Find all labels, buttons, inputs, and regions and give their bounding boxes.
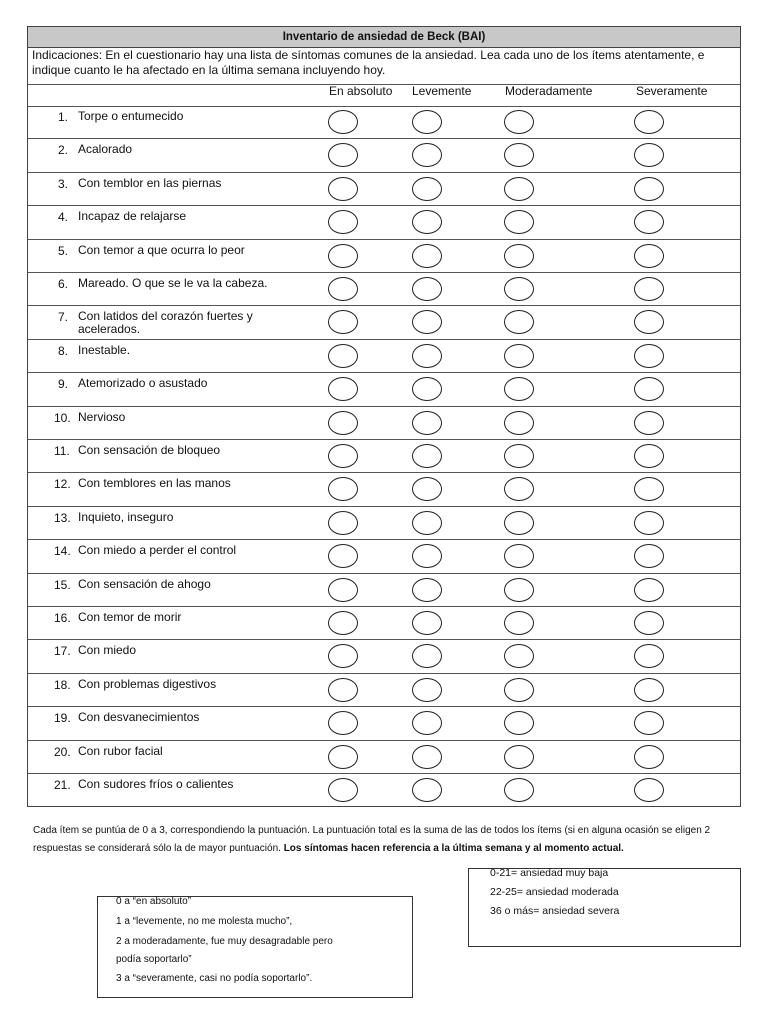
item-text: Con miedo a perder el control <box>78 543 237 558</box>
answer-bubble-moderadamente[interactable] <box>504 611 534 635</box>
answer-bubble-levemente[interactable] <box>412 210 442 234</box>
answer-bubble-moderadamente[interactable] <box>504 711 534 735</box>
answer-bubble-moderadamente[interactable] <box>504 477 534 501</box>
question-row <box>28 340 740 373</box>
answer-bubble-severamente[interactable] <box>634 210 664 234</box>
answer-bubble-levemente[interactable] <box>412 110 442 134</box>
answer-bubble-severamente[interactable] <box>634 277 664 301</box>
answer-bubble-levemente[interactable] <box>412 745 442 769</box>
answer-bubble-moderadamente[interactable] <box>504 244 534 268</box>
answer-bubble-levemente[interactable] <box>412 143 442 167</box>
range-low: 0-21= ansiedad muy baja <box>490 867 609 879</box>
scoring-line-2: 2 a moderadamente, fue muy desagradable pero <box>116 936 333 947</box>
item-text: Con temblores en las manos <box>78 476 231 491</box>
item-number: 11. <box>54 444 70 458</box>
answer-bubble-en-absoluto[interactable] <box>328 377 358 401</box>
question-row <box>28 741 740 774</box>
answer-bubble-levemente[interactable] <box>412 377 442 401</box>
question-row <box>28 507 740 540</box>
answer-bubble-en-absoluto[interactable] <box>328 644 358 668</box>
answer-bubble-severamente[interactable] <box>634 244 664 268</box>
answer-bubble-levemente[interactable] <box>412 778 442 802</box>
item-text: Con temor a que ocurra lo peor <box>78 242 245 257</box>
column-header-moderadamente: Moderadamente <box>505 84 593 98</box>
answer-bubble-severamente[interactable] <box>634 778 664 802</box>
question-row <box>28 373 740 406</box>
item-list <box>28 106 740 807</box>
question-row <box>28 607 740 640</box>
range-severe: 36 o más= ansiedad severa <box>490 905 620 917</box>
item-text: Acalorado <box>78 142 133 157</box>
answer-bubble-en-absoluto[interactable] <box>328 477 358 501</box>
scoring-note-text: Cada ítem se puntúa de 0 a 3, correspondiendo la puntuación. La puntuación total es la suma de las de todos los ítems (si en alguna ocasión se eligen 2 respuestas se considerará sólo la de mayor puntuación. <box>33 825 711 854</box>
answer-bubble-moderadamente[interactable] <box>504 277 534 301</box>
answer-bubble-severamente[interactable] <box>634 678 664 702</box>
question-row <box>28 173 740 206</box>
answer-bubble-en-absoluto[interactable] <box>328 511 358 535</box>
answer-bubble-severamente[interactable] <box>634 477 664 501</box>
answer-bubble-levemente[interactable] <box>412 578 442 602</box>
item-number: 9. <box>57 377 68 392</box>
item-text: Inestable. <box>78 342 131 357</box>
answer-bubble-levemente[interactable] <box>412 177 442 201</box>
item-text: Con sensación de bloqueo <box>78 443 221 457</box>
answer-bubble-moderadamente[interactable] <box>504 778 534 802</box>
item-text: Inquieto, inseguro <box>78 509 174 524</box>
column-header-severamente: Severamente <box>636 84 708 98</box>
question-row <box>28 774 740 807</box>
answer-bubble-en-absoluto[interactable] <box>328 210 358 234</box>
answer-bubble-severamente[interactable] <box>634 745 664 769</box>
scoring-line-2b: podía soportarlo” <box>116 954 192 965</box>
question-row <box>28 273 740 306</box>
item-text: Con sensación de ahogo <box>78 576 211 591</box>
answer-bubble-levemente[interactable] <box>412 644 442 668</box>
answer-bubble-moderadamente[interactable] <box>504 210 534 234</box>
item-number: 15. <box>54 577 71 592</box>
item-text: Con sudores fríos o calientes <box>78 777 234 791</box>
instructions-text: Indicaciones: En el cuestionario hay una lista de síntomas comunes de la ansiedad. Lea cada uno de los ítems atentamente, e indique cuanto le ha afectado en la última semana incluyendo hoy. <box>32 48 705 77</box>
item-number: 7. <box>57 310 68 325</box>
answer-bubble-levemente[interactable] <box>412 344 442 368</box>
scoring-line-3: 3 a “severamente, casi no podía soportarlo”. <box>116 973 313 984</box>
answer-bubble-moderadamente[interactable] <box>504 444 534 468</box>
question-row <box>28 240 740 273</box>
question-row <box>28 674 740 707</box>
answer-bubble-severamente[interactable] <box>634 344 664 368</box>
answer-bubble-en-absoluto[interactable] <box>328 444 358 468</box>
answer-bubble-severamente[interactable] <box>634 143 664 167</box>
item-number: 4. <box>57 210 68 225</box>
item-number: 19. <box>54 711 71 726</box>
form-title: Inventario de ansiedad de Beck (BAI) <box>28 27 740 48</box>
answer-bubble-severamente[interactable] <box>634 310 664 334</box>
answer-bubble-levemente[interactable] <box>412 611 442 635</box>
answer-bubble-severamente[interactable] <box>634 177 664 201</box>
item-text: Mareado. O que se le va la cabeza. <box>78 276 268 290</box>
answer-bubble-en-absoluto[interactable] <box>328 277 358 301</box>
answer-bubble-moderadamente[interactable] <box>504 511 534 535</box>
answer-bubble-severamente[interactable] <box>634 110 664 134</box>
scoring-note <box>33 822 733 858</box>
answer-bubble-severamente[interactable] <box>634 411 664 435</box>
scoring-line-1: 1 a “levemente, no me molesta mucho”, <box>116 916 293 927</box>
scoring-note-bold: Los síntomas hacen referencia a la última semana y al momento actual. <box>283 843 624 854</box>
answer-bubble-en-absoluto[interactable] <box>328 177 358 201</box>
answer-bubble-levemente[interactable] <box>412 310 442 334</box>
item-number: 13. <box>54 510 71 525</box>
answer-bubble-levemente[interactable] <box>412 244 442 268</box>
answer-bubble-en-absoluto[interactable] <box>328 745 358 769</box>
answer-bubble-en-absoluto[interactable] <box>328 544 358 568</box>
item-number: 12. <box>54 477 71 492</box>
answer-bubble-en-absoluto[interactable] <box>328 778 358 802</box>
item-number: 3. <box>57 176 68 191</box>
item-text: Con miedo <box>78 643 137 658</box>
question-row <box>28 407 740 440</box>
answer-bubble-en-absoluto[interactable] <box>328 611 358 635</box>
item-text: Con rubor facial <box>78 743 163 758</box>
answer-bubble-levemente[interactable] <box>412 477 442 501</box>
item-text: Con problemas digestivos <box>78 676 217 691</box>
score-ranges-box <box>468 868 741 947</box>
question-row <box>28 707 740 740</box>
answer-bubble-severamente[interactable] <box>634 711 664 735</box>
item-number: 1. <box>57 110 68 124</box>
item-text: Con latidos del corazón fuertes y acelerados. <box>78 309 253 337</box>
questionnaire-table <box>27 26 741 807</box>
answer-bubble-levemente[interactable] <box>412 711 442 735</box>
answer-bubble-en-absoluto[interactable] <box>328 411 358 435</box>
answer-bubble-severamente[interactable] <box>634 377 664 401</box>
question-row <box>28 206 740 239</box>
answer-bubble-moderadamente[interactable] <box>504 143 534 167</box>
answer-bubble-levemente[interactable] <box>412 277 442 301</box>
item-number: 18. <box>54 677 71 692</box>
answer-bubble-moderadamente[interactable] <box>504 377 534 401</box>
answer-bubble-levemente[interactable] <box>412 678 442 702</box>
item-number: 17. <box>54 644 71 659</box>
question-row <box>28 574 740 607</box>
item-number: 20. <box>54 744 71 759</box>
item-text: Atemorizado o asustado <box>78 376 208 391</box>
answer-bubble-en-absoluto[interactable] <box>328 678 358 702</box>
answer-bubble-levemente[interactable] <box>412 444 442 468</box>
answer-bubble-en-absoluto[interactable] <box>328 310 358 334</box>
item-number: 16. <box>54 611 71 625</box>
answer-bubble-moderadamente[interactable] <box>504 544 534 568</box>
answer-bubble-en-absoluto[interactable] <box>328 711 358 735</box>
item-number: 8. <box>57 343 68 358</box>
answer-bubble-severamente[interactable] <box>634 444 664 468</box>
item-text: Con temor de morir <box>78 610 182 624</box>
item-number: 2. <box>57 143 68 158</box>
answer-bubble-moderadamente[interactable] <box>504 411 534 435</box>
answer-bubble-moderadamente[interactable] <box>504 310 534 334</box>
question-row <box>28 540 740 573</box>
question-row <box>28 640 740 673</box>
answer-bubble-levemente[interactable] <box>412 411 442 435</box>
item-number: 14. <box>54 544 71 559</box>
answer-bubble-moderadamente[interactable] <box>504 644 534 668</box>
item-text: Nervioso <box>78 409 126 424</box>
item-text: Torpe o entumecido <box>78 109 184 123</box>
answer-bubble-en-absoluto[interactable] <box>328 244 358 268</box>
column-header-levemente: Levemente <box>412 84 472 98</box>
column-header-en-absoluto: En absoluto <box>329 84 393 98</box>
item-text: Con temblor en las piernas <box>78 175 222 190</box>
question-row <box>28 139 740 172</box>
answer-bubble-moderadamente[interactable] <box>504 578 534 602</box>
answer-bubble-levemente[interactable] <box>412 511 442 535</box>
answer-bubble-severamente[interactable] <box>634 644 664 668</box>
question-row <box>28 440 740 473</box>
answer-bubble-severamente[interactable] <box>634 511 664 535</box>
item-number: 21. <box>54 778 71 792</box>
question-row <box>28 306 740 339</box>
answer-bubble-moderadamente[interactable] <box>504 177 534 201</box>
answer-bubble-moderadamente[interactable] <box>504 678 534 702</box>
scoring-line-0: 0 a “en absoluto” <box>116 896 192 907</box>
question-row <box>28 106 740 139</box>
item-number: 6. <box>57 277 68 291</box>
item-number: 5. <box>57 243 68 258</box>
answer-bubble-en-absoluto[interactable] <box>328 110 358 134</box>
answer-bubble-moderadamente[interactable] <box>504 745 534 769</box>
answer-bubble-levemente[interactable] <box>412 544 442 568</box>
answer-bubble-severamente[interactable] <box>634 544 664 568</box>
scoring-legend-box <box>97 896 413 998</box>
item-text: Con desvanecimientos <box>78 710 200 725</box>
answer-bubble-severamente[interactable] <box>634 578 664 602</box>
answer-bubble-en-absoluto[interactable] <box>328 578 358 602</box>
item-text: Incapaz de relajarse <box>78 209 187 224</box>
question-row <box>28 473 740 506</box>
answer-bubble-severamente[interactable] <box>634 611 664 635</box>
answer-bubble-moderadamente[interactable] <box>504 110 534 134</box>
item-number: 10. <box>54 410 71 425</box>
answer-bubble-en-absoluto[interactable] <box>328 143 358 167</box>
answer-bubble-en-absoluto[interactable] <box>328 344 358 368</box>
range-moderate: 22-25= ansiedad moderada <box>490 886 619 898</box>
answer-bubble-moderadamente[interactable] <box>504 344 534 368</box>
